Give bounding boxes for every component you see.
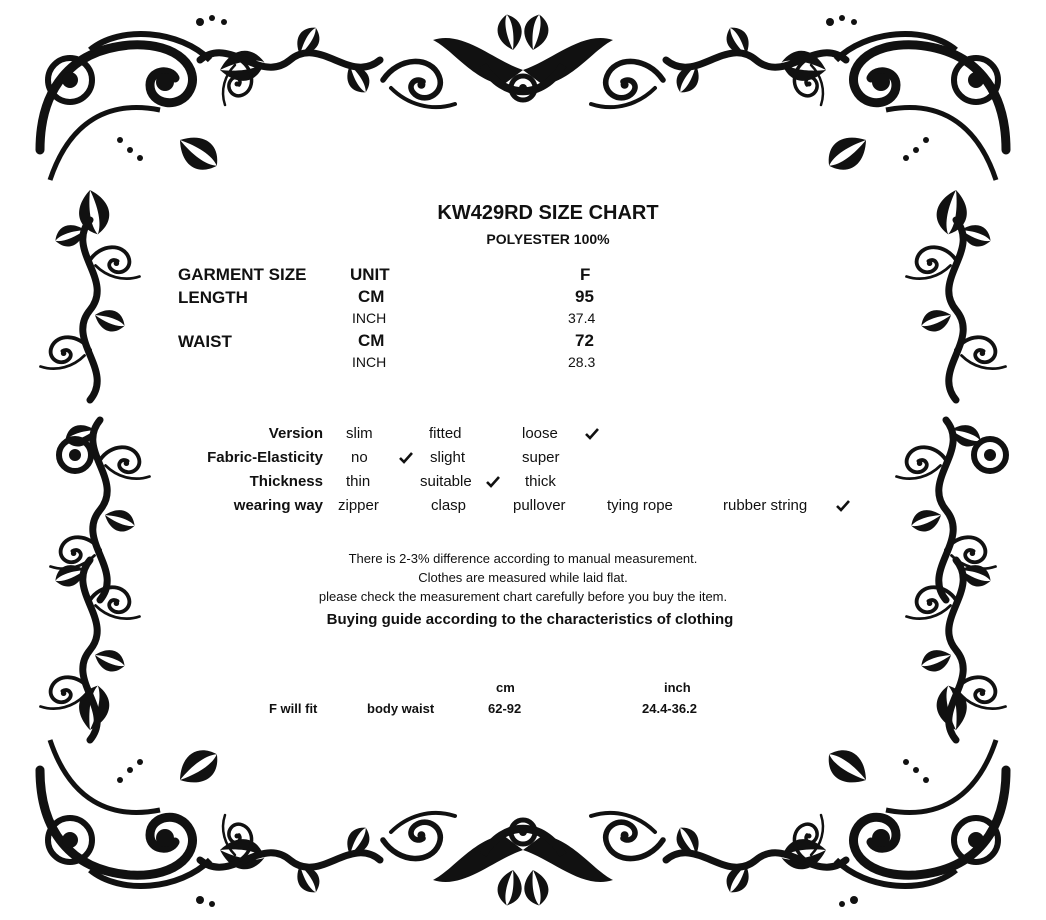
col-unit: UNIT <box>350 265 390 284</box>
waist-unit-inch: INCH <box>352 354 387 370</box>
checkmark-icon <box>585 427 599 441</box>
row-label-length: LENGTH <box>178 288 248 307</box>
attr-label-thickness: Thickness <box>249 473 323 490</box>
waist-cm-value: 72 <box>575 331 594 350</box>
attr-option: slight <box>430 449 466 466</box>
attr-option: loose <box>522 425 558 442</box>
col-size-f: F <box>580 265 591 284</box>
checkmark-icon <box>836 499 850 513</box>
note-line: Clothes are measured while laid flat. <box>418 570 628 585</box>
attr-label-elasticity: Fabric-Elasticity <box>207 449 323 466</box>
length-unit-inch: INCH <box>352 310 387 326</box>
guide-measure-label: body waist <box>367 701 435 716</box>
attr-option: fitted <box>429 425 462 442</box>
note-line: please check the measurement chart carefully before you buy the item. <box>318 589 728 604</box>
guide-cm-range: 62-92 <box>488 701 522 716</box>
attr-option: rubber string <box>723 497 808 514</box>
waist-inch-value: 28.3 <box>568 354 596 370</box>
row-label-waist: WAIST <box>178 332 232 351</box>
attr-option: suitable <box>420 473 472 490</box>
guide-fit-label: F will fit <box>269 701 318 716</box>
checkmark-icon <box>486 475 500 489</box>
length-cm-value: 95 <box>575 287 594 306</box>
buying-guide-title: Buying guide according to the characteristics of clothing <box>326 611 734 628</box>
attr-option: no <box>351 449 368 466</box>
attr-option: thick <box>525 473 556 490</box>
attr-option: thin <box>346 473 371 490</box>
attr-option: clasp <box>431 497 467 514</box>
attr-label-version: Version <box>268 425 323 442</box>
guide-inch-range: 24.4-36.2 <box>642 701 697 716</box>
checkmark-icon <box>399 451 413 465</box>
attr-label-wearing-way: wearing way <box>233 497 323 514</box>
col-garment-size: GARMENT SIZE <box>178 265 307 284</box>
note-line: There is 2-3% difference according to manual measurement. <box>348 551 698 566</box>
waist-unit-cm: CM <box>358 331 385 350</box>
guide-col-cm: cm <box>496 680 515 695</box>
attr-option: zipper <box>338 497 379 514</box>
guide-col-inch: inch <box>664 680 691 695</box>
material-label: POLYESTER 100% <box>486 231 610 247</box>
length-unit-cm: CM <box>358 287 385 306</box>
page-title: KW429RD SIZE CHART <box>437 202 659 224</box>
attr-option: super <box>522 449 560 466</box>
attr-option: slim <box>346 425 373 442</box>
attr-option: pullover <box>513 497 566 514</box>
attr-option: tying rope <box>607 497 673 514</box>
length-inch-value: 37.4 <box>568 310 596 326</box>
